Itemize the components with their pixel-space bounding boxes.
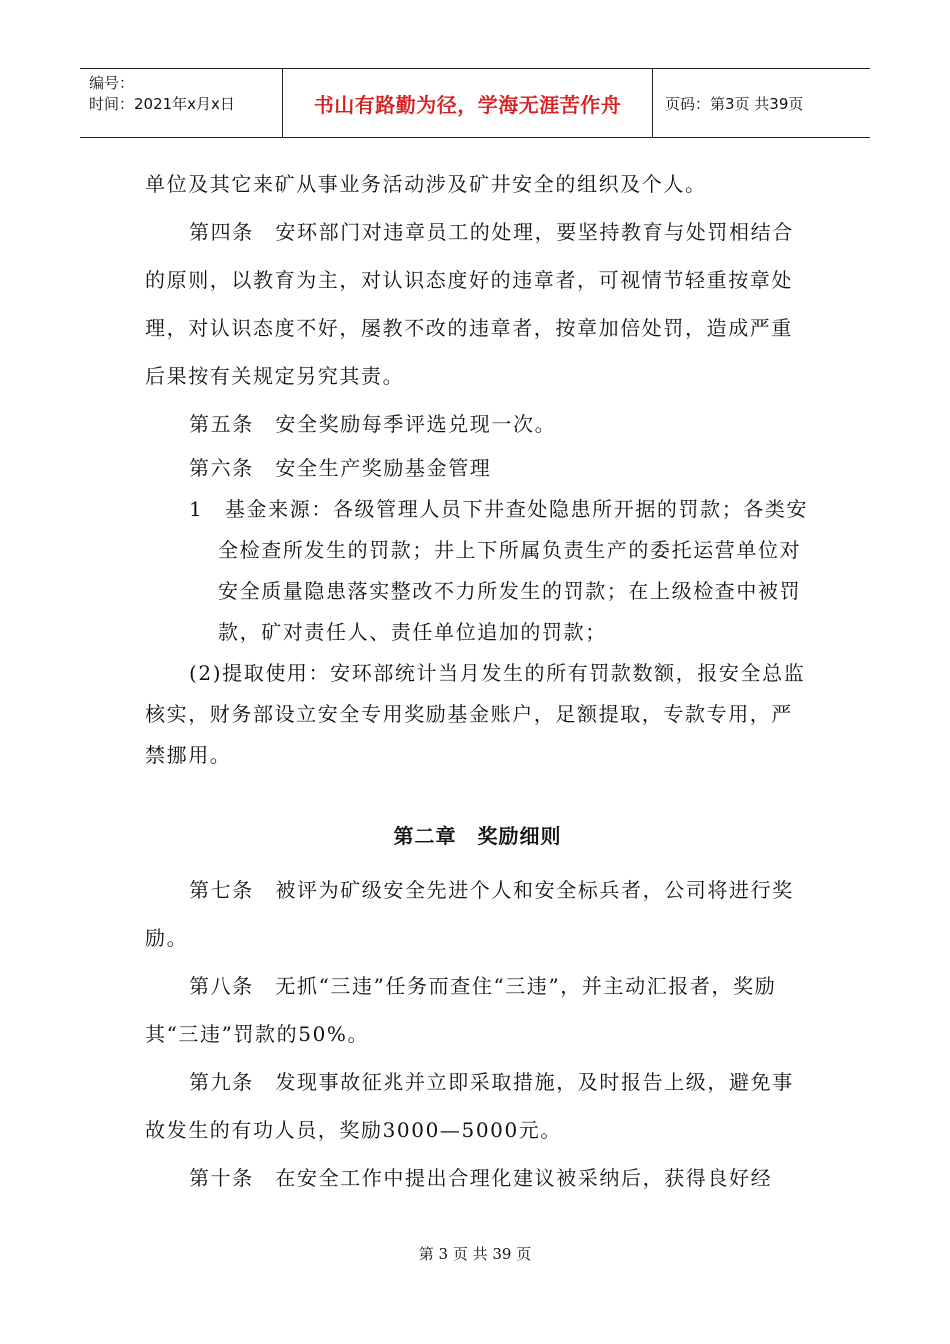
article-9: 第九条 发现事故征兆并立即采取措施，及时报告上级，避免事故发生的有功人员，奖励3000—5000元。 xyxy=(145,1070,794,1142)
article-8: 第八条 无抓“三违”任务而查住“三违”，并主动汇报者，奖励其“三违”罚款的50%。 xyxy=(145,974,777,1046)
header-motto: 书山有路勤为径，学海无涯苦作舟 xyxy=(283,69,653,137)
document-number-label: 编号： xyxy=(89,74,135,92)
fund-source-item: 1 基金来源：各级管理人员下井查处隐患所开据的罚款；各类安全检查所发生的罚款；井上下所属负责生产的委托运营单位对安全质量隐患落实整改不力所发生的罚款；在上级检查中被罚款，矿对责任人、责任单位追加的罚款； xyxy=(189,497,809,644)
paragraph-continuation: 单位及其它来矿从事业务活动涉及矿井安全的组织及个人。 xyxy=(145,172,707,196)
article-7: 第七条 被评为矿级安全先进个人和安全标兵者，公司将进行奖励。 xyxy=(145,878,794,950)
document-body xyxy=(145,160,810,1202)
document-time-label: 时间：2021年x月x日 xyxy=(89,95,235,113)
article-10: 第十条 在安全工作中提出合理化建议被采纳后，获得良好经 xyxy=(189,1166,773,1190)
article-6: 第六条 安全生产奖励基金管理 xyxy=(189,456,492,480)
article-5: 第五条 安全奖励每季评选兑现一次。 xyxy=(189,412,557,436)
header-meta xyxy=(80,69,283,137)
section-gap xyxy=(145,776,810,806)
fund-usage-item: (2)提取使用：安环部统计当月发生的所有罚款数额，报安全总监核实，财务部设立安全专用奖励基金账户，足额提取，专款专用，严禁挪用。 xyxy=(145,661,806,767)
page-header xyxy=(80,68,870,138)
header-page-label: 页码：第3页 共39页 xyxy=(665,94,804,113)
page-footer: 第 3 页 共 39 页 xyxy=(418,1245,532,1263)
article-4: 第四条 安环部门对违章员工的处理，要坚持教育与处罚相结合的原则，以教育为主，对认识态度好的违章者，可视情节轻重按章处理，对认识态度不好，屡教不改的违章者，按章加倍处罚，造成严重后果按有关规定另究其责。 xyxy=(145,220,794,388)
chapter-heading: 第二章 奖励细则 xyxy=(393,824,562,848)
